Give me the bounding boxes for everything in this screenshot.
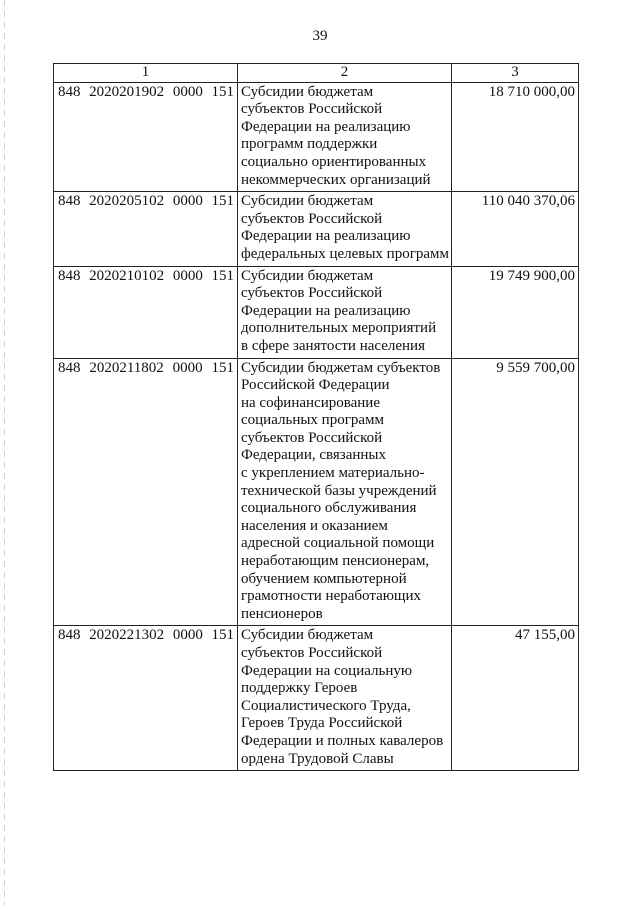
- revenue-code: 2020205102: [89, 193, 165, 210]
- column-header-amount: 3: [452, 64, 579, 83]
- economic-code: 151: [211, 359, 234, 376]
- program-code: 0000: [172, 193, 203, 210]
- revenue-code: 2020201902: [89, 83, 165, 100]
- amount-cell: 19 749 900,00: [452, 266, 579, 358]
- code-cell: [54, 626, 238, 771]
- revenue-code: 2020221302: [89, 627, 165, 644]
- name-cell: Субсидии бюджетам субъектов Российской Федерации на социальную поддержку Героев Социалистического Труда, Героев Труда Российской Федерации и полных кавалеров ордена Трудовой Славы: [238, 626, 452, 771]
- budget-table: [53, 63, 579, 771]
- code-cell: [54, 82, 238, 192]
- table-row: [54, 82, 579, 192]
- admin-code: 848: [58, 193, 81, 210]
- name-cell: Субсидии бюджетам субъектов Российской Федерации на реализацию федеральных целевых программ: [238, 192, 452, 266]
- table-header-row: [54, 64, 579, 83]
- table-row: [54, 626, 579, 771]
- program-code: 0000: [172, 83, 203, 100]
- revenue-code: 2020211802: [89, 359, 164, 376]
- table-row: [54, 192, 579, 266]
- program-code: 0000: [172, 359, 203, 376]
- code-cell: [54, 192, 238, 266]
- economic-code: 151: [211, 83, 234, 100]
- amount-cell: 18 710 000,00: [452, 82, 579, 192]
- page-number: 39: [312, 28, 328, 44]
- admin-code: 848: [58, 627, 81, 644]
- economic-code: 151: [211, 267, 234, 284]
- admin-code: 848: [58, 359, 81, 376]
- program-code: 0000: [172, 627, 203, 644]
- table-row: [54, 266, 579, 358]
- name-cell: Субсидии бюджетам субъектов Российской Федерации на реализацию дополнительных мероприятий в сфере занятости населения: [238, 266, 452, 358]
- revenue-code: 2020210102: [89, 267, 165, 284]
- admin-code: 848: [58, 83, 81, 100]
- program-code: 0000: [172, 267, 203, 284]
- economic-code: 151: [211, 193, 234, 210]
- column-header-name: 2: [238, 64, 452, 83]
- amount-cell: 47 155,00: [452, 626, 579, 771]
- name-cell: Субсидии бюджетам субъектов Российской Федерации на софинансирование социальных программ субъектов Российской Федерации, связанных с укреплением материально- технической базы учреждений социального обслуживания населения и оказанием адресной социальной помощи неработающим пенсионерам, обучением компьютерной грамотности неработающих пенсионеров: [238, 358, 452, 626]
- admin-code: 848: [58, 267, 81, 284]
- scan-edge-line: [4, 0, 5, 905]
- name-cell: Субсидии бюджетам субъектов Российской Федерации на реализацию программ поддержки социально ориентированных некоммерческих организаций: [238, 82, 452, 192]
- amount-cell: 9 559 700,00: [452, 358, 579, 626]
- amount-cell: 110 040 370,06: [452, 192, 579, 266]
- economic-code: 151: [211, 627, 234, 644]
- table-row: [54, 358, 579, 626]
- column-header-code: 1: [54, 64, 238, 83]
- code-cell: [54, 266, 238, 358]
- code-cell: [54, 358, 238, 626]
